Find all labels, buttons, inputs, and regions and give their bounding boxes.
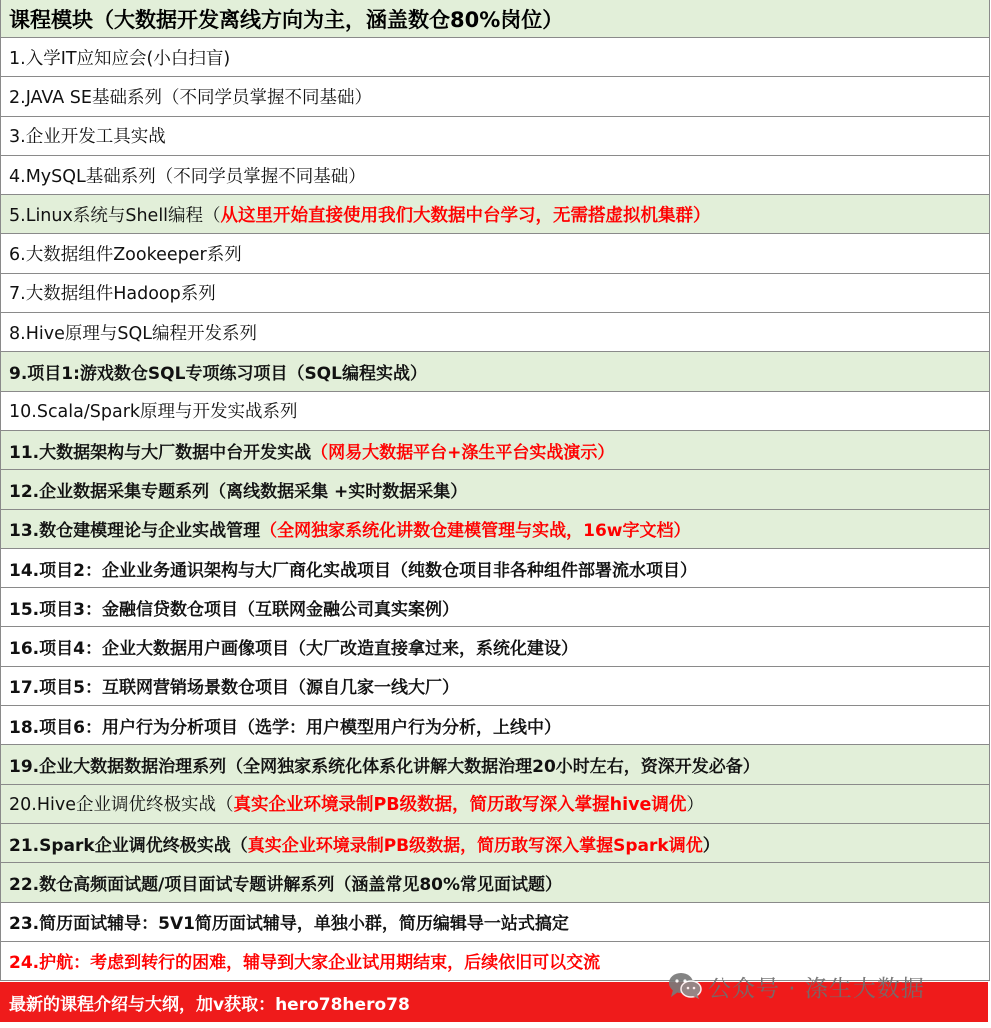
row-text: 13.数仓建模理论与企业实战管理: [9, 521, 261, 542]
table-row: [1, 38, 989, 77]
row-highlight-note: （全网独家系统化讲数仓建模管理与实战，16w字文档）: [260, 521, 691, 542]
table-row: [1, 195, 989, 234]
row-text: 16.项目4：企业大数据用户画像项目（大厂改造直接拿过来，系统化建设）: [9, 639, 578, 660]
row-text: 14.项目2：企业业务通识架构与大厂商化实战项目（纯数仓项目非各种组件部署流水项目）: [9, 560, 697, 581]
table-row: [1, 77, 989, 116]
row-text: 22.数仓高频面试题/项目面试专题讲解系列（涵盖常见80%常见面试题）: [9, 874, 563, 895]
row-text: 7.大数据组件Hadoop系列: [9, 284, 216, 305]
table-row: [1, 824, 989, 863]
bottom-margin: [0, 1022, 991, 1028]
table-row: [1, 667, 989, 706]
row-text: 11.大数据架构与大厂数据中台开发实战: [9, 442, 312, 463]
table-row: [1, 785, 989, 824]
row-text: 20.Hive企业调优终极实战（: [9, 795, 234, 816]
table-row: [1, 392, 989, 431]
row-text: 24.护航：考虑到转行的困难，辅导到大家企业试用期结束，后续依旧可以交流: [9, 953, 601, 974]
row-text: 8.Hive原理与SQL编程开发系列: [9, 323, 257, 344]
row-text: 1.入学IT应知应会(小白扫盲): [9, 48, 231, 69]
table-row: [1, 156, 989, 195]
table-row: [1, 863, 989, 902]
row-text: 3.企业开发工具实战: [9, 127, 166, 148]
table-row: [1, 234, 989, 273]
table-row: [1, 903, 989, 942]
table-row: [1, 470, 989, 509]
table-row: [1, 588, 989, 627]
table-row: [1, 549, 989, 588]
row-text: 6.大数据组件Zookeeper系列: [9, 245, 242, 266]
table-row: [1, 352, 989, 391]
table-row: [1, 510, 989, 549]
row-text: 23.简历面试辅导：5V1简历面试辅导，单独小群，简历编辑导一站式搞定: [9, 914, 569, 935]
row-text: 21.Spark企业调优终极实战（: [9, 835, 248, 856]
row-text: 12.企业数据采集专题系列（离线数据采集 +实时数据采集）: [9, 481, 468, 502]
row-text: 2.JAVA SE基础系列（不同学员掌握不同基础）: [9, 87, 372, 108]
row-text: 4.MySQL基础系列（不同学员掌握不同基础）: [9, 166, 366, 187]
row-text: 9.项目1:游戏数仓SQL专项练习项目（SQL编程实战）: [9, 364, 427, 385]
row-text: 10.Scala/Spark原理与开发实战系列: [9, 402, 298, 423]
row-highlight-note: 真实企业环境录制PB级数据，简历敢写深入掌握Spark调优: [247, 835, 703, 856]
table-row: [1, 274, 989, 313]
row-highlight-note: （网易大数据平台+涤生平台实战演示）: [311, 442, 615, 463]
table-row: [1, 313, 989, 352]
table-row: [1, 431, 989, 470]
row-text-tail: ）: [702, 835, 720, 856]
watermark: [668, 966, 925, 1006]
table-row: [1, 627, 989, 666]
row-text: 5.Linux系统与Shell编程（: [9, 205, 221, 226]
row-text: 15.项目3：金融信贷数仓项目（互联网金融公司真实案例）: [9, 599, 459, 620]
table-row: [1, 706, 989, 745]
row-text: 18.项目6：用户行为分析项目（选学：用户模型用户行为分析，上线中）: [9, 717, 561, 738]
row-highlight-note: 从这里开始直接使用我们大数据中台学习，无需搭虚拟机集群）: [220, 205, 711, 226]
footer-text: 最新的课程介绍与大纲，加v获取：hero78hero78: [9, 994, 410, 1015]
wechat-icon: [668, 972, 702, 1000]
row-text: 17.项目5：互联网营销场景数仓项目（源自几家一线大厂）: [9, 678, 459, 699]
table-row: [1, 117, 989, 156]
page-title: 课程模块（大数据开发离线方向为主，涵盖数仓80%岗位）: [9, 7, 564, 32]
row-highlight-note: 真实企业环境录制PB级数据，简历敢写深入掌握hive调优: [233, 795, 687, 816]
row-text-tail: ）: [686, 795, 704, 816]
watermark-text: 公众号 · 涤生大数据: [708, 975, 925, 1002]
row-text: 19.企业大数据数据治理系列（全网独家系统化体系化讲解大数据治理20小时左右，资深开发必备）: [9, 756, 760, 777]
table-row: [1, 745, 989, 784]
table-header: [1, 0, 989, 38]
